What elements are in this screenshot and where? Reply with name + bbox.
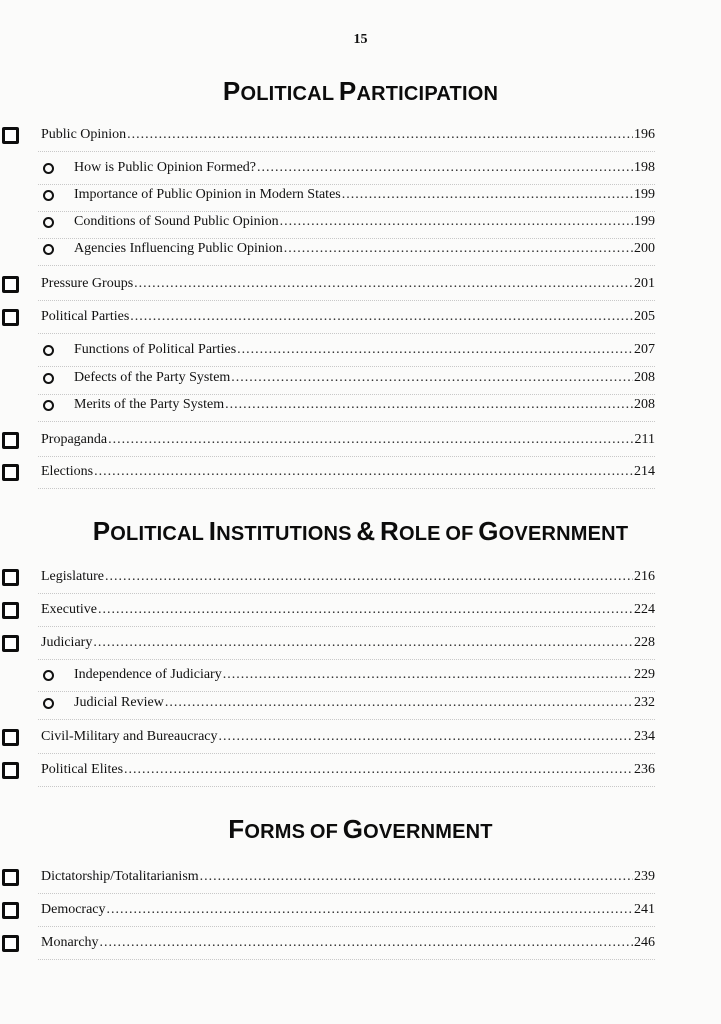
toc-entry-title: Legislature <box>41 569 104 584</box>
dot-leader <box>98 602 633 618</box>
toc-entry-title: Independence of Judiciary <box>74 667 222 682</box>
square-bullet-icon <box>2 869 19 886</box>
dot-leader <box>134 276 633 292</box>
circle-bullet-icon <box>43 670 54 681</box>
row-divider <box>38 659 655 660</box>
toc-entry <box>0 663 721 687</box>
toc-entry-title: Judiciary <box>41 635 93 650</box>
circle-bullet-icon <box>43 163 54 174</box>
square-bullet-icon <box>2 276 19 293</box>
circle-bullet-icon <box>43 190 54 201</box>
toc-entry-page: 196 <box>634 127 655 142</box>
row-divider <box>38 151 655 152</box>
toc-entry <box>0 123 721 147</box>
toc-entry <box>0 725 721 749</box>
row-divider <box>38 959 655 960</box>
toc-entry-page: 211 <box>634 432 655 447</box>
dot-leader <box>130 309 633 325</box>
dot-leader <box>127 127 633 143</box>
row-divider <box>38 786 655 787</box>
square-bullet-icon <box>2 935 19 952</box>
toc-entry <box>0 865 721 889</box>
toc-entry-page: 198 <box>634 160 655 175</box>
toc-entry-title: Political Parties <box>41 309 130 324</box>
circle-bullet-icon <box>43 217 54 228</box>
toc-entry-page: 229 <box>634 667 655 682</box>
toc-entry-page: 232 <box>634 695 655 710</box>
toc-entry-page: 216 <box>634 569 655 584</box>
dot-leader <box>231 370 633 386</box>
toc-entry-page: 208 <box>634 370 655 385</box>
toc-entry-title: Dictatorship/Totalitarianism <box>41 869 199 884</box>
toc-entry <box>0 338 721 362</box>
toc-entry-title: Merits of the Party System <box>74 397 225 412</box>
toc-entry <box>0 758 721 782</box>
dot-leader <box>257 160 633 176</box>
toc-entry <box>0 156 721 180</box>
circle-bullet-icon <box>43 698 54 709</box>
dot-leader <box>219 729 634 745</box>
dot-leader <box>223 667 633 683</box>
dot-leader <box>94 464 633 480</box>
dot-leader <box>100 935 633 951</box>
dot-leader <box>108 432 633 448</box>
square-bullet-icon <box>2 127 19 144</box>
circle-bullet-icon <box>43 400 54 411</box>
toc-entry-title: Agencies Influencing Public Opinion <box>74 241 283 256</box>
dot-leader <box>124 762 633 778</box>
toc-entry-page: 205 <box>634 309 655 324</box>
toc-entry-page: 234 <box>634 729 655 744</box>
toc-entry-title: Executive <box>41 602 97 617</box>
toc-entry <box>0 931 721 955</box>
section-title-political-institutions: POLITICAL INSTITUTIONS & ROLE OF GOVERNMENT <box>92 516 629 546</box>
row-divider <box>38 421 655 422</box>
square-bullet-icon <box>2 309 19 326</box>
square-bullet-icon <box>2 464 19 481</box>
toc-entry <box>0 598 721 622</box>
toc-entry <box>0 237 721 261</box>
dot-leader <box>93 635 633 651</box>
circle-bullet-icon <box>43 244 54 255</box>
row-divider <box>38 626 655 627</box>
toc-entry-title: Pressure Groups <box>41 276 134 291</box>
toc-entry-title: Defects of the Party System <box>74 370 231 385</box>
toc-entry-page: 224 <box>634 602 655 617</box>
circle-bullet-icon <box>43 345 54 356</box>
toc-entry <box>0 210 721 234</box>
toc-entry <box>0 305 721 329</box>
square-bullet-icon <box>2 602 19 619</box>
toc-entry-title: Conditions of Sound Public Opinion <box>74 214 279 229</box>
dot-leader <box>342 187 633 203</box>
row-divider <box>38 488 655 489</box>
toc-entry-page: 199 <box>634 214 655 229</box>
toc-entry <box>0 565 721 589</box>
dot-leader <box>280 214 633 230</box>
toc-entry-page: 236 <box>634 762 655 777</box>
toc-entry <box>0 460 721 484</box>
toc-entry-page: 239 <box>634 869 655 884</box>
toc-entry-title: Judicial Review <box>74 695 164 710</box>
toc-entry <box>0 428 721 452</box>
square-bullet-icon <box>2 902 19 919</box>
toc-entry-page: 201 <box>634 276 655 291</box>
toc-entry-title: Public Opinion <box>41 127 127 142</box>
circle-bullet-icon <box>43 373 54 384</box>
row-divider <box>38 300 655 301</box>
dot-leader <box>225 397 633 413</box>
dot-leader <box>284 241 633 257</box>
toc-entry-page: 214 <box>634 464 655 479</box>
dot-leader <box>200 869 633 885</box>
toc-entry-page: 208 <box>634 397 655 412</box>
toc-entry-page: 199 <box>634 187 655 202</box>
toc-entry <box>0 366 721 390</box>
toc-entry <box>0 631 721 655</box>
square-bullet-icon <box>2 635 19 652</box>
toc-entry-page: 228 <box>634 635 655 650</box>
row-divider <box>38 926 655 927</box>
toc-entry-page: 241 <box>634 902 655 917</box>
dot-leader <box>165 695 633 711</box>
square-bullet-icon <box>2 762 19 779</box>
row-divider <box>38 265 655 266</box>
page-number: 15 <box>353 32 368 47</box>
toc-entry-title: Importance of Public Opinion in Modern States <box>74 187 341 202</box>
toc-entry <box>0 393 721 417</box>
row-divider <box>38 456 655 457</box>
toc-entry-title: Monarchy <box>41 935 99 950</box>
row-divider <box>38 719 655 720</box>
toc-entry-page: 207 <box>634 342 655 357</box>
square-bullet-icon <box>2 432 19 449</box>
section-title-forms-of-government: FORMS OF GOVERNMENT <box>228 814 493 844</box>
section-title-political-participation: POLITICAL PARTICIPATION <box>222 76 499 106</box>
toc-entry <box>0 898 721 922</box>
square-bullet-icon <box>2 569 19 586</box>
row-divider <box>38 333 655 334</box>
toc-entry-page: 246 <box>634 935 655 950</box>
toc-entry-title: Propaganda <box>41 432 108 447</box>
toc-entry <box>0 691 721 715</box>
toc-entry-page: 200 <box>634 241 655 256</box>
toc-entry-title: Civil-Military and Bureaucracy <box>41 729 218 744</box>
row-divider <box>38 893 655 894</box>
toc-entry-title: Functions of Political Parties <box>74 342 237 357</box>
toc-entry <box>0 183 721 207</box>
row-divider <box>38 753 655 754</box>
square-bullet-icon <box>2 729 19 746</box>
dot-leader <box>237 342 633 358</box>
row-divider <box>38 593 655 594</box>
dot-leader <box>107 902 633 918</box>
toc-entry <box>0 272 721 296</box>
toc-entry-title: How is Public Opinion Formed? <box>74 160 256 175</box>
toc-entry-title: Democracy <box>41 902 106 917</box>
dot-leader <box>105 569 633 585</box>
toc-entry-title: Political Elites <box>41 762 124 777</box>
toc-entry-title: Elections <box>41 464 94 479</box>
